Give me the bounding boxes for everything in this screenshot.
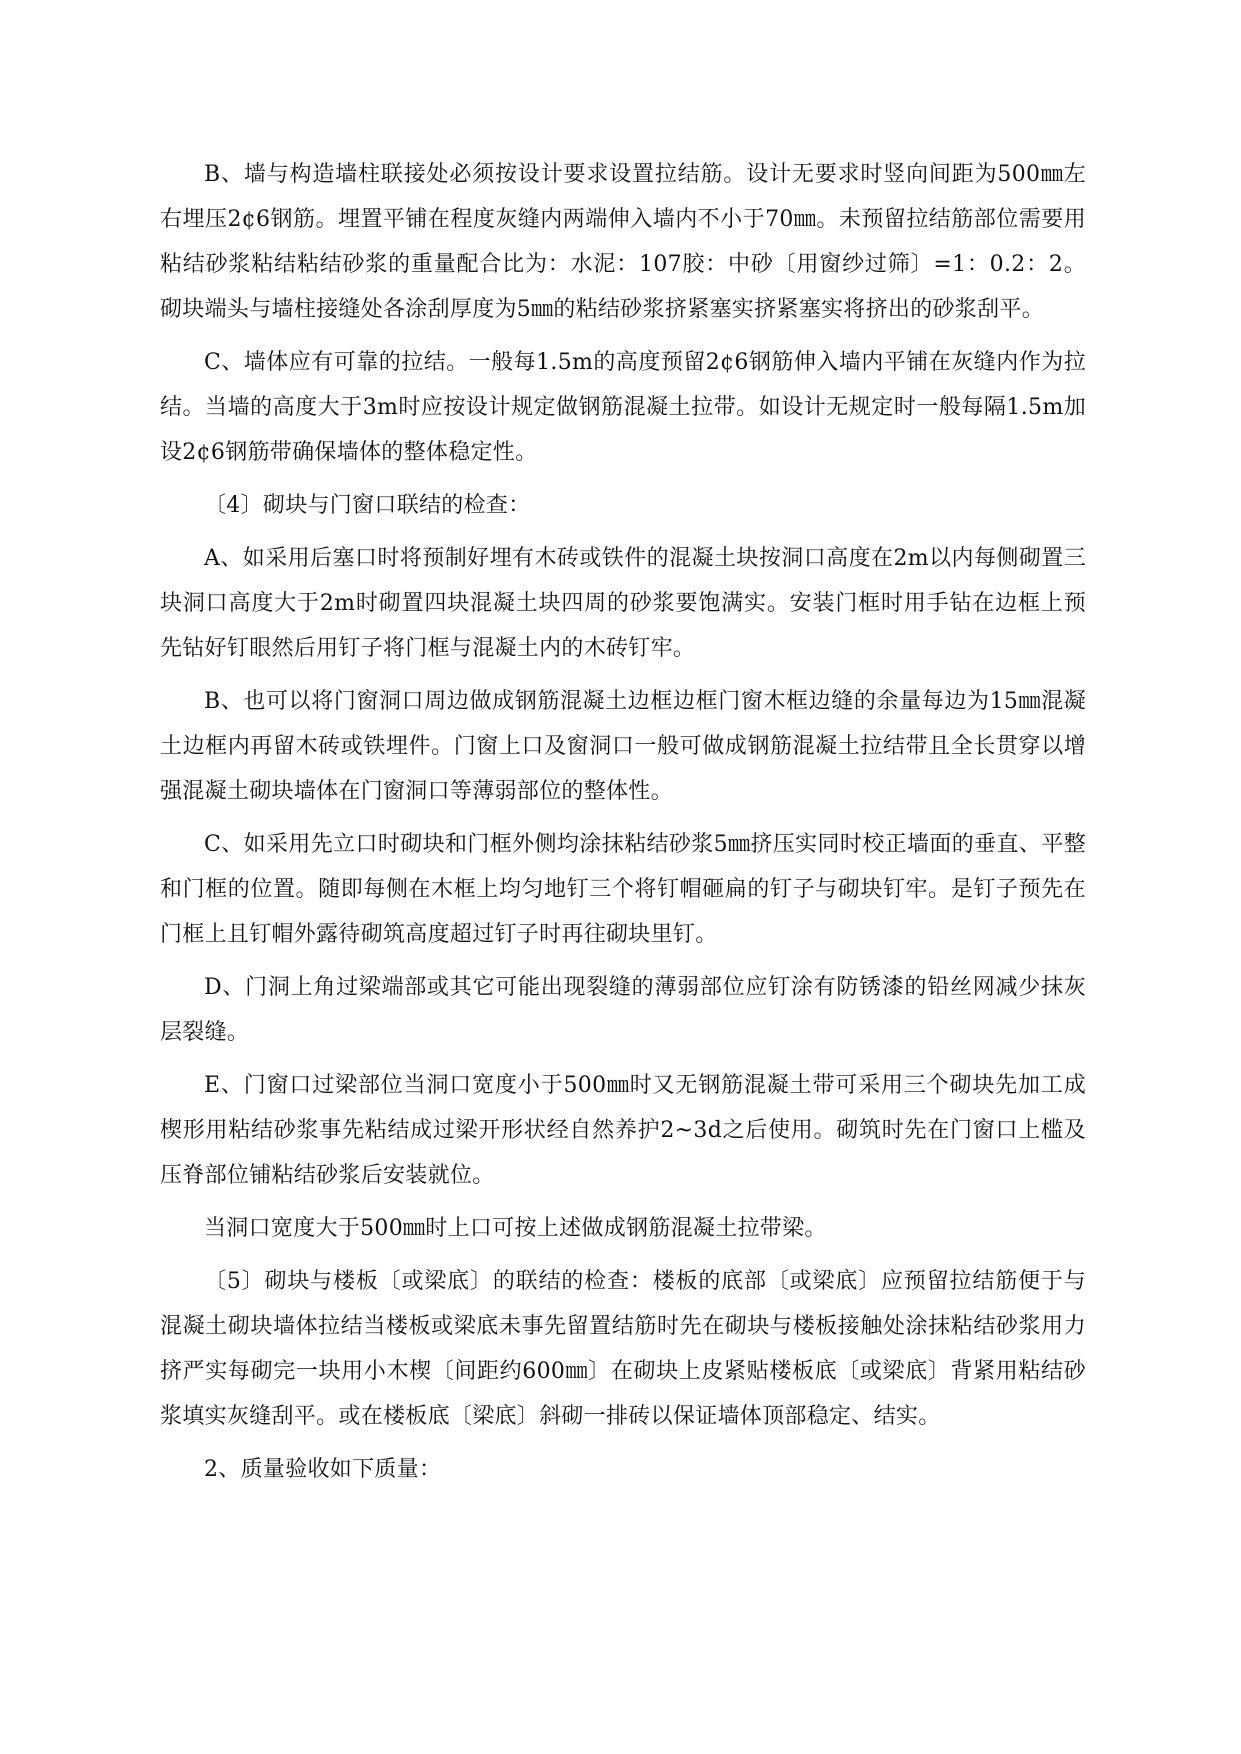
paragraph-rear-plug-opening: A、如采用后塞口时将预制好埋有木砖或铁件的混凝土块按洞口高度在2m以内每侧砌置三块洞口高度大于2m时砌置四块混凝土块四周的砂浆要饱满实。安装门框时用手钻在边框上预先钻好钉眼然后用钉子将门框与混凝土内的木砖钉牢。: [160, 546, 1086, 661]
paragraph-wire-mesh: D、门洞上角过梁端部或其它可能出现裂缝的薄弱部位应钉涂有防锈漆的铅丝网减少抹灰层裂缝。: [160, 975, 1086, 1045]
section-heading-door-window-check: 〔4〕砌块与门窗口联结的检查：: [204, 493, 531, 518]
paragraph-pre-set-frame: C、如采用先立口时砌块和门框外侧均涂抹粘结砂浆5㎜挤压实同时校正墙面的垂直、平整和门框的位置。随即每侧在木框上均匀地钉三个将钉帽砸扁的钉子与砌块钉牢。是钉子预先在门框上且钉帽外露待砌筑高度超过钉子时再往砌块里钉。: [160, 832, 1086, 947]
document-body: [160, 152, 1086, 1500]
paragraph-wall-tie-bars: B、墙与构造墙柱联接处必须按设计要求设置拉结筋。设计无要求时竖向间距为500㎜左右埋压2¢6钢筋。埋置平铺在程度灰缝内两端伸入墙内不小于70㎜。未预留拉结筋部位需要用粘结砂浆粘结粘结砂浆的重量配合比为：水泥：107胶：中砂〔用窗纱过筛〕=1：0.2：2。砌块端头与墙柱接缝处各涂刮厚度为5㎜的粘结砂浆挤紧塞实挤紧塞实将挤出的砂浆刮平。: [160, 162, 1086, 322]
section-heading-floor-slab-check: 〔5〕砌块与楼板〔或梁底〕的联结的检查：楼板的底部〔或梁底〕应预留拉结筋便于与混凝土砌块墙体拉结当楼板或梁底未事先留置结筋时先在砌块与楼板接触处涂抹粘结砂浆用力挤严实每砌完一块用小木楔〔间距约600㎜〕在砌块上皮紧贴楼板底〔或梁底〕背紧用粘结砂浆填实灰缝刮平。或在楼板底〔梁底〕斜砌一排砖以保证墙体顶部稳定、结实。: [160, 1269, 1086, 1429]
paragraph-wall-reliable-ties: C、墙体应有可靠的拉结。一般每1.5m的高度预留2¢6钢筋伸入墙内平铺在灰缝内作为拉结。当墙的高度大于3m时应按设计规定做钢筋混凝土拉带。如设计无规定时一般每隔1.5m加设2¢6钢筋带确保墙体的整体稳定性。: [160, 350, 1086, 465]
paragraph-wide-opening: 当洞口宽度大于500㎜时上口可按上述做成钢筋混凝土拉带梁。: [204, 1216, 827, 1241]
section-heading-quality-acceptance: 2、质量验收如下质量：: [204, 1457, 442, 1482]
paragraph-lintel: E、门窗口过梁部位当洞口宽度小于500㎜时又无钢筋混凝土带可采用三个砌块先加工成楔形用粘结砂浆事先粘结成过梁开形状经自然养护2~3d之后使用。砌筑时先在门窗口上槛及压脊部位铺粘结砂浆后安装就位。: [160, 1073, 1086, 1188]
paragraph-concrete-frame: B、也可以将门窗洞口周边做成钢筋混凝土边框边框门窗木框边缝的余量每边为15㎜混凝土边框内再留木砖或铁埋件。门窗上口及窗洞口一般可做成钢筋混凝土拉结带且全长贯穿以增强混凝土砌块墙体在门窗洞口等薄弱部位的整体性。: [160, 689, 1086, 804]
